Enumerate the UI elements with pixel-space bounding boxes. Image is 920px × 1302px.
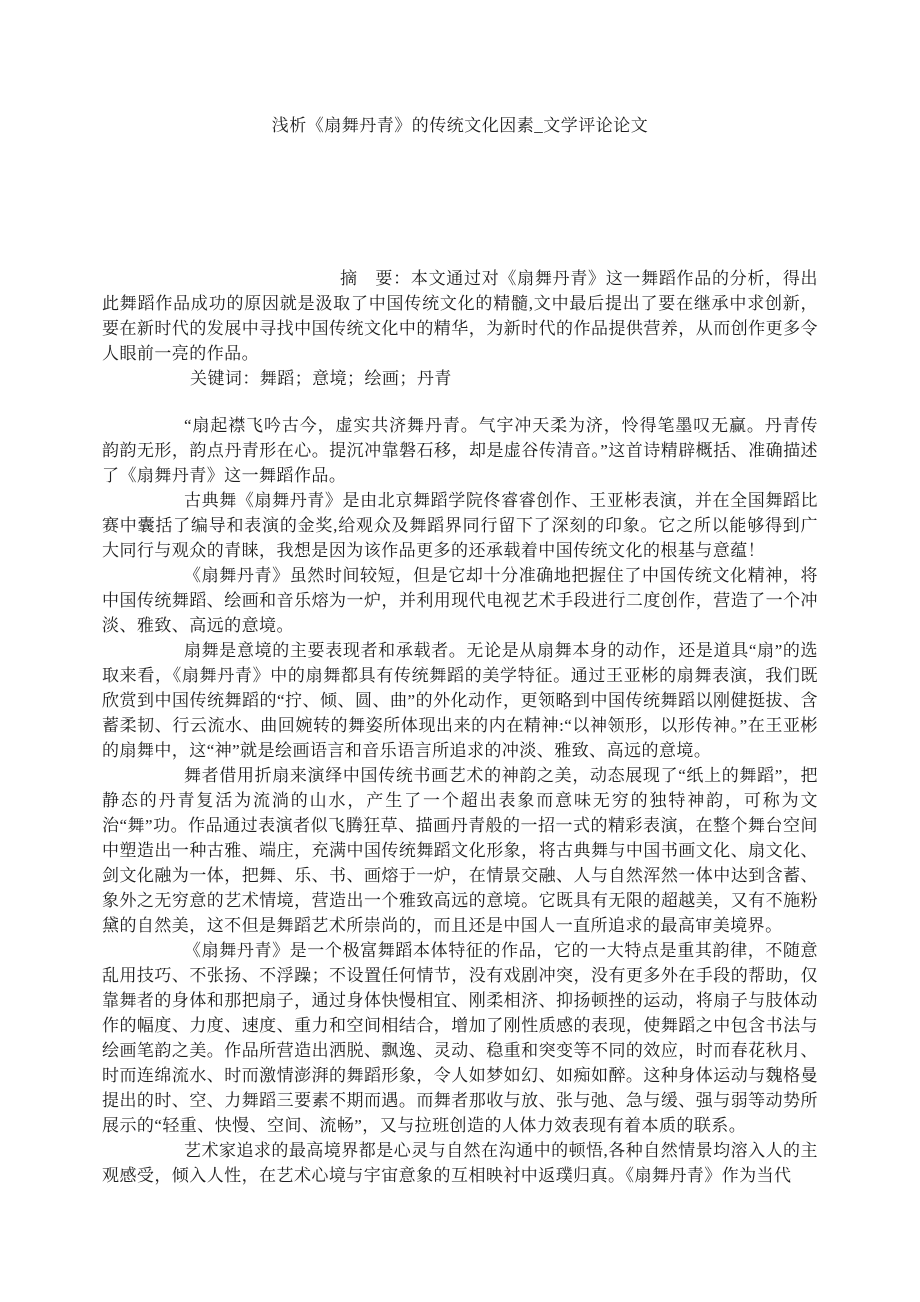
body-paragraph: 扇舞是意境的主要表现者和承载者。无论是从扇舞本身的动作，还是道具“扇”的选取来看，《扇舞丹青》中的扇舞都具有传统舞蹈的美学特征。通过王亚彬的扇舞表演，我们既欣赏到中国传统舞蹈的“拧、倾、圆、曲”的外化动作，更领略到中国传统舞蹈以刚健挺拔、含蓄柔韧、行云流水、曲回婉转的舞姿所体现出来的内在精神:“以神领形，以形传神。”在王亚彬的扇舞中，这“神”就是绘画语言和音乐语言所追求的冲淡、雅致、高远的意境。 xyxy=(102,641,818,760)
body-paragraph: 古典舞《扇舞丹青》是由北京舞蹈学院佟睿睿创作、王亚彬表演，并在全国舞蹈比赛中囊括了编导和表演的金奖,给观众及舞蹈界同行留下了深刻的印象。它之所以能够得到广大同行与观众的青睐，我想是因为该作品更多的还承载着中国传统文化的根基与意蕴！ xyxy=(102,491,818,560)
body-paragraph: 《扇舞丹青》虽然时间较短，但是它却十分准确地把握住了中国传统文化精神，将中国传统舞蹈、绘画和音乐熔为一炉，并利用现代电视艺术手段进行二度创作，营造了一个冲淡、雅致、高远的意境。 xyxy=(102,566,818,635)
body-paragraph: 舞者借用折扇来演绎中国传统书画艺术的神韵之美，动态展现了“纸上的舞蹈”，把静态的丹青复活为流淌的山水，产生了一个超出表象而意味无穷的独特神韵，可称为文治“舞”功。作品通过表演者似飞腾狂草、描画丹青般的一招一式的精彩表演，在整个舞台空间中塑造出一种古雅、端庄，充满中国传统舞蹈文化形象，将古典舞与中国书画文化、扇文化、剑文化融为一体，把舞、乐、书、画熔于一炉，在情景交融、人与自然浑然一体中达到含蓄、象外之无穷意的艺术情境，营造出一个雅致高远的意境。它既具有无限的超越美，又有不施粉黛的自然美，这不但是舞蹈艺术所崇尚的，而且还是中国人一直所追求的最高审美境界。 xyxy=(102,766,818,935)
document-title: 浅析《扇舞丹青》的传统文化因素_文学评论论文 xyxy=(271,116,649,135)
body-paragraph: 《扇舞丹青》是一个极富舞蹈本体特征的作品，它的一大特点是重其韵律，不随意乱用技巧、不张扬、不浮躁；不设置任何情节，没有戏剧冲突，没有更多外在手段的帮助，仅靠舞者的身体和那把扇子，通过身体快慢相宜、刚柔相济、抑扬顿挫的运动，将扇子与肢体动作的幅度、力度、速度、重力和空间相结合，增加了刚性质感的表现，使舞蹈之中包含书法与绘画笔韵之美。作品所营造出洒脱、飘逸、灵动、稳重和突变等不同的效应，时而春花秋月、时而连绵流水、时而激情澎湃的舞蹈形象，令人如梦如幻、如痴如醉。这种身体运动与魏格曼提出的时、空、力舞蹈三要素不期而遇。而舞者那收与放、张与弛、急与缓、强与弱等动势所展示的“轻重、快慢、空间、流畅”，又与拉班创造的人体力效表现有着本质的联系。 xyxy=(102,941,818,1135)
abstract-paragraph: 摘 要：本文通过对《扇舞丹青》这一舞蹈作品的分析，得出此舞蹈作品成功的原因就是汲取了中国传统文化的精髓,文中最后提出了要在继承中求创新，要在新时代的发展中寻找中国传统文化中的精华，为新时代的作品提供营养，从而创作更多令人眼前一亮的作品。 xyxy=(102,269,818,363)
keywords-line: 关键词：舞蹈；意境；绘画；丹青 xyxy=(190,369,452,388)
body-paragraph: “扇起襟飞吟古今，虚实共济舞丹青。气宇冲天柔为济，怜得笔墨叹无赢。丹青传韵韵无形，韵点丹青形在心。提沉冲靠磐石移，却是虚谷传清音。”这首诗精辟概括、准确描述了《扇舞丹青》这一舞蹈作品。 xyxy=(102,416,818,485)
body-paragraph: 艺术家追求的最高境界都是心灵与自然在沟通中的顿悟,各种自然情景均溶入人的主观感受，倾入人性，在艺术心境与宇宙意象的互相映衬中返璞归真。《扇舞丹青》作为当代 xyxy=(102,1141,818,1185)
document-body xyxy=(102,413,818,1188)
